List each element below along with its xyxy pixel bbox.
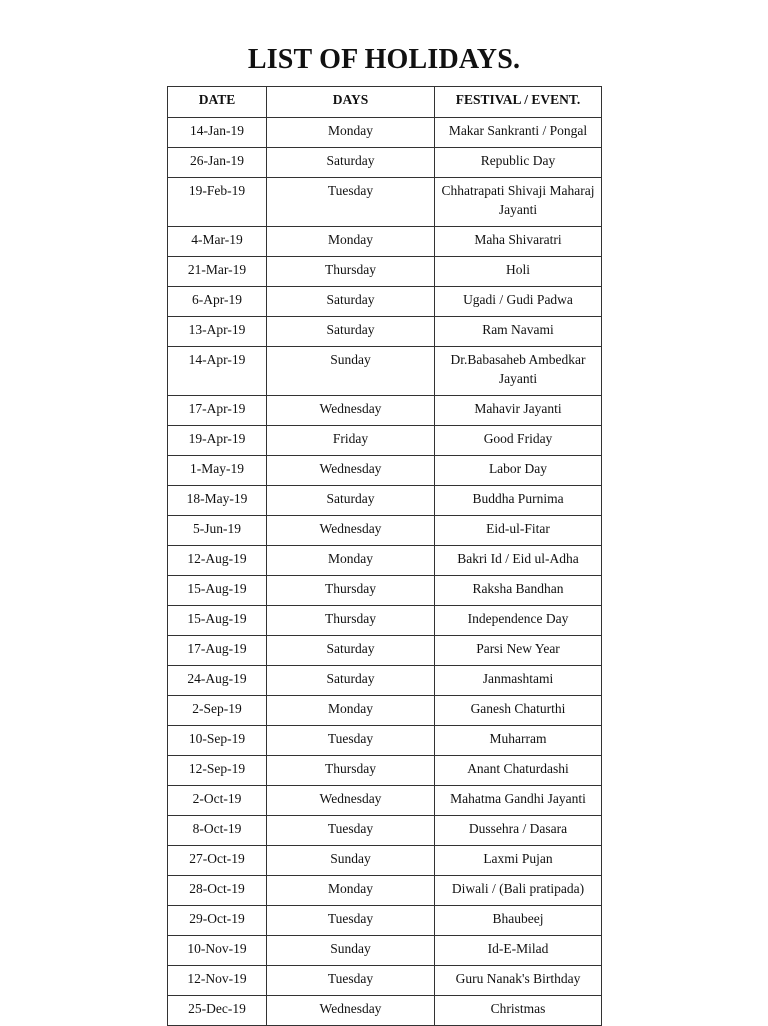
date-cell: 12-Nov-19 — [168, 966, 267, 996]
day-cell: Monday — [267, 118, 435, 148]
table-row — [168, 546, 602, 576]
table-row — [168, 287, 602, 317]
festival-cell: Id-E-Milad — [435, 936, 602, 966]
festival-cell: Janmashtami — [435, 666, 602, 696]
day-cell: Tuesday — [267, 816, 435, 846]
day-cell: Saturday — [267, 287, 435, 317]
date-cell: 4-Mar-19 — [168, 227, 267, 257]
date-cell: 18-May-19 — [168, 486, 267, 516]
table-row — [168, 516, 602, 546]
festival-cell: Mahatma Gandhi Jayanti — [435, 786, 602, 816]
festival-cell: Chhatrapati Shivaji Maharaj Jayanti — [435, 178, 602, 227]
table-row — [168, 726, 602, 756]
day-cell: Thursday — [267, 606, 435, 636]
date-cell: 6-Apr-19 — [168, 287, 267, 317]
table-row — [168, 576, 602, 606]
day-cell: Monday — [267, 696, 435, 726]
festival-cell: Laxmi Pujan — [435, 846, 602, 876]
festival-cell: Labor Day — [435, 456, 602, 486]
day-cell: Sunday — [267, 347, 435, 396]
festival-cell: Good Friday — [435, 426, 602, 456]
festival-cell: Holi — [435, 257, 602, 287]
table-row — [168, 636, 602, 666]
festival-cell: Parsi New Year — [435, 636, 602, 666]
table-row — [168, 786, 602, 816]
day-cell: Monday — [267, 546, 435, 576]
festival-cell: Bakri Id / Eid ul-Adha — [435, 546, 602, 576]
date-cell: 12-Sep-19 — [168, 756, 267, 786]
date-cell: 15-Aug-19 — [168, 576, 267, 606]
festival-cell: Dussehra / Dasara — [435, 816, 602, 846]
festival-cell: Ganesh Chaturthi — [435, 696, 602, 726]
table-row — [168, 696, 602, 726]
date-cell: 10-Nov-19 — [168, 936, 267, 966]
date-cell: 25-Dec-19 — [168, 996, 267, 1026]
day-cell: Wednesday — [267, 396, 435, 426]
festival-cell: Makar Sankranti / Pongal — [435, 118, 602, 148]
table-row — [168, 486, 602, 516]
page-title: LIST OF HOLIDAYS. — [247, 44, 521, 75]
date-cell: 14-Apr-19 — [168, 347, 267, 396]
header-days: DAYS — [267, 87, 435, 118]
table-row — [168, 756, 602, 786]
table-row — [168, 846, 602, 876]
day-cell: Thursday — [267, 257, 435, 287]
day-cell: Saturday — [267, 636, 435, 666]
table-row — [168, 966, 602, 996]
festival-cell: Christmas — [435, 996, 602, 1026]
date-cell: 26-Jan-19 — [168, 148, 267, 178]
date-cell: 2-Oct-19 — [168, 786, 267, 816]
table-row — [168, 906, 602, 936]
table-row — [168, 347, 602, 396]
day-cell: Tuesday — [267, 906, 435, 936]
day-cell: Tuesday — [267, 178, 435, 227]
date-cell: 2-Sep-19 — [168, 696, 267, 726]
date-cell: 10-Sep-19 — [168, 726, 267, 756]
table-row — [168, 816, 602, 846]
festival-cell: Anant Chaturdashi — [435, 756, 602, 786]
table-row — [168, 257, 602, 287]
day-cell: Thursday — [267, 576, 435, 606]
day-cell: Sunday — [267, 846, 435, 876]
date-cell: 28-Oct-19 — [168, 876, 267, 906]
date-cell: 17-Apr-19 — [168, 396, 267, 426]
table-row — [168, 227, 602, 257]
festival-cell: Mahavir Jayanti — [435, 396, 602, 426]
day-cell: Friday — [267, 426, 435, 456]
festival-cell: Maha Shivaratri — [435, 227, 602, 257]
festival-cell: Raksha Bandhan — [435, 576, 602, 606]
day-cell: Wednesday — [267, 786, 435, 816]
date-cell: 27-Oct-19 — [168, 846, 267, 876]
date-cell: 19-Feb-19 — [168, 178, 267, 227]
festival-cell: Ram Navami — [435, 317, 602, 347]
festival-cell: Guru Nanak's Birthday — [435, 966, 602, 996]
date-cell: 12-Aug-19 — [168, 546, 267, 576]
table-row — [168, 178, 602, 227]
festival-cell: Muharram — [435, 726, 602, 756]
festival-cell: Diwali / (Bali pratipada) — [435, 876, 602, 906]
day-cell: Saturday — [267, 317, 435, 347]
table-body — [168, 118, 602, 1026]
table-row — [168, 317, 602, 347]
table-row — [168, 936, 602, 966]
day-cell: Monday — [267, 876, 435, 906]
day-cell: Tuesday — [267, 966, 435, 996]
date-cell: 17-Aug-19 — [168, 636, 267, 666]
day-cell: Saturday — [267, 148, 435, 178]
table-row — [168, 666, 602, 696]
table-row — [168, 396, 602, 426]
day-cell: Wednesday — [267, 456, 435, 486]
date-cell: 13-Apr-19 — [168, 317, 267, 347]
table-header-row — [168, 87, 602, 118]
date-cell: 8-Oct-19 — [168, 816, 267, 846]
header-festival: FESTIVAL / EVENT. — [435, 87, 602, 118]
table-row — [168, 148, 602, 178]
day-cell: Sunday — [267, 936, 435, 966]
table-row — [168, 456, 602, 486]
date-cell: 5-Jun-19 — [168, 516, 267, 546]
festival-cell: Ugadi / Gudi Padwa — [435, 287, 602, 317]
festival-cell: Bhaubeej — [435, 906, 602, 936]
date-cell: 24-Aug-19 — [168, 666, 267, 696]
date-cell: 14-Jan-19 — [168, 118, 267, 148]
header-date: DATE — [168, 87, 267, 118]
day-cell: Saturday — [267, 666, 435, 696]
festival-cell: Eid-ul-Fitar — [435, 516, 602, 546]
festival-cell: Republic Day — [435, 148, 602, 178]
day-cell: Wednesday — [267, 996, 435, 1026]
festival-cell: Dr.Babasaheb Ambedkar Jayanti — [435, 347, 602, 396]
table-row — [168, 426, 602, 456]
day-cell: Tuesday — [267, 726, 435, 756]
table-row — [168, 606, 602, 636]
date-cell: 21-Mar-19 — [168, 257, 267, 287]
table-row — [168, 876, 602, 906]
date-cell: 15-Aug-19 — [168, 606, 267, 636]
table-row — [168, 118, 602, 148]
day-cell: Thursday — [267, 756, 435, 786]
date-cell: 29-Oct-19 — [168, 906, 267, 936]
holiday-table — [167, 86, 602, 1026]
day-cell: Wednesday — [267, 516, 435, 546]
day-cell: Monday — [267, 227, 435, 257]
day-cell: Saturday — [267, 486, 435, 516]
date-cell: 19-Apr-19 — [168, 426, 267, 456]
festival-cell: Buddha Purnima — [435, 486, 602, 516]
date-cell: 1-May-19 — [168, 456, 267, 486]
festival-cell: Independence Day — [435, 606, 602, 636]
table-row — [168, 996, 602, 1026]
